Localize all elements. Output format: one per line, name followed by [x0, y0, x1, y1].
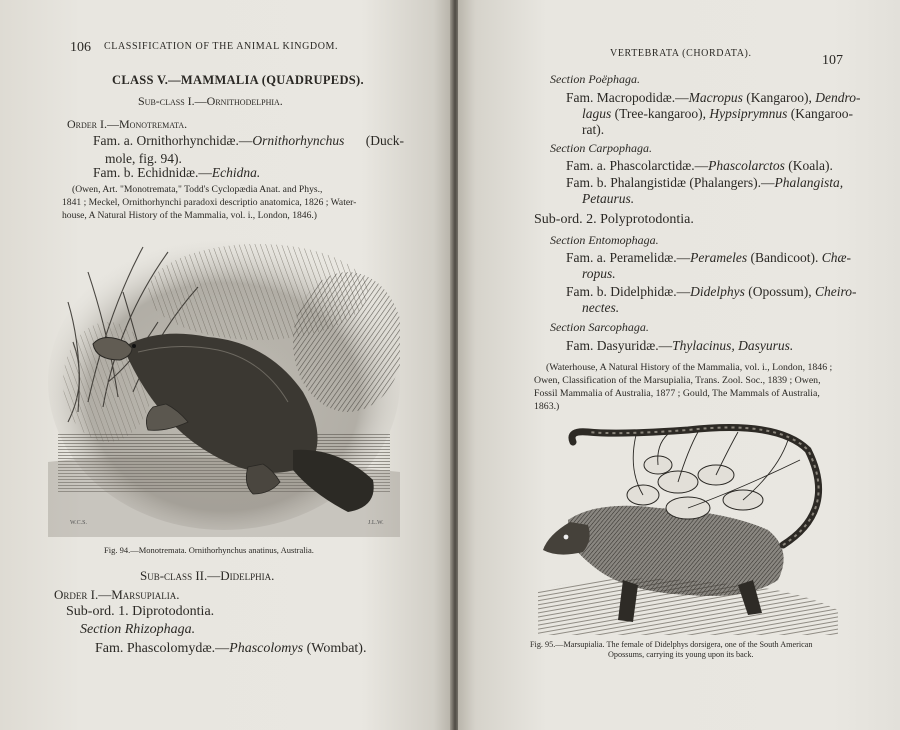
family-entry-cont: rat).: [582, 122, 605, 137]
common-name: (Koala).: [788, 158, 833, 173]
section-heading: Section Poëphaga.: [550, 72, 640, 86]
family-name: Fam. Phascolomydæ.—: [95, 641, 230, 656]
svg-text:W.C.S.: W.C.S.: [70, 520, 87, 526]
genus-name: Didelphys: [690, 284, 745, 299]
genus-name: Ornithorhynchus: [252, 133, 345, 148]
reference-line: (Waterhouse, A Natural History of the Mammalia, vol. i., London, 1846 ;: [546, 362, 833, 373]
family-name: Fam. a. Phascolarctidæ.—: [566, 158, 709, 173]
family-entry: [566, 158, 833, 174]
genus-name: Phascolarctos: [708, 158, 785, 173]
family-name: Fam. Macropodidæ.—: [566, 90, 689, 105]
family-name: Fam. b. Phalangistidæ (Phalangers).—: [566, 175, 775, 190]
section-heading: Section Sarcophaga.: [550, 320, 649, 334]
common-name: (Kangaroo),: [746, 90, 812, 105]
genus-name: Macropus: [688, 90, 743, 105]
subclass-heading: Sub-class I.—Ornithodelphia.: [138, 94, 283, 108]
page-number: 107: [822, 53, 843, 68]
figure-caption: Fig. 95.—Marsupialia. The female of Didelphys dorsigera, one of the South American: [530, 640, 813, 649]
reference-line: 1841 ; Meckel, Ornithorhynchi paradoxi descriptio anatomica, 1826 ; Water-: [62, 197, 357, 208]
subclass-heading: Sub-class II.—Didelphia.: [140, 568, 275, 583]
common-name: (Tree-kangaroo),: [614, 106, 706, 121]
genus-name: Petaurus.: [582, 191, 635, 206]
genus-name: nectes.: [582, 300, 620, 315]
family-entry: [95, 641, 366, 657]
family-entry: [566, 90, 860, 106]
suborder-heading: Sub-ord. 2. Polyprotodontia.: [534, 212, 694, 227]
running-head: CLASSIFICATION OF THE ANIMAL KINGDOM.: [104, 41, 339, 52]
right-page: [458, 0, 900, 730]
platypus-engraving: [48, 232, 400, 537]
genus-name: ropus.: [582, 266, 616, 281]
common-name: (Kangaroo-: [790, 106, 853, 121]
genus-name: Cheiro-: [815, 284, 857, 299]
family-name: Fam. a. Peramelidæ.—: [566, 250, 691, 265]
class-heading: CLASS V.—MAMMALIA (QUADRUPEDS).: [112, 73, 364, 87]
figure-caption-cont: Opossums, carrying its young upon its back.: [608, 650, 754, 659]
genus-name: Perameles: [690, 250, 748, 265]
reference-line: Owen, Classification of the Marsupialia, Trans. Zool. Soc., 1839 ; Owen,: [534, 375, 821, 386]
order-heading: Order I.—Monotremata.: [67, 117, 188, 131]
suborder-heading: Sub-ord. 1. Diprotodontia.: [66, 604, 215, 619]
family-entry: [566, 175, 843, 191]
common-name: (Bandicoot).: [750, 250, 819, 265]
family-entry: [93, 133, 404, 149]
svg-text:J.L.W.: J.L.W.: [368, 520, 384, 526]
family-entry: [566, 338, 793, 354]
genus-name: Chæ-: [821, 250, 851, 265]
common-name: (Opossum),: [748, 284, 812, 299]
section-heading: Section Carpophaga.: [550, 141, 652, 155]
common-name: (Duck-: [365, 133, 404, 148]
order-heading: Order I.—Marsupialia.: [54, 587, 180, 602]
family-entry: [93, 165, 260, 181]
page-number: 106: [70, 40, 91, 55]
genus-name: Thylacinus, Dasyurus.: [672, 338, 794, 353]
genus-name: Echidna.: [211, 165, 261, 180]
section-heading: Section Rhizophaga.: [80, 622, 196, 637]
opossum-engraving: [538, 420, 838, 635]
reference-line: 1863.): [534, 401, 560, 412]
genus-name: Dendro-: [815, 90, 861, 105]
common-name: (Wombat).: [306, 641, 367, 656]
reference-line: (Owen, Art. "Monotremata," Todd's Cyclopædia Anat. and Phys.,: [72, 184, 323, 195]
reference-line: Fossil Mammalia of Australia, 1877 ; Gould, The Mammals of Australia,: [534, 388, 820, 399]
genus-name: Hypsiprymnus: [709, 106, 788, 121]
family-name: Fam. b. Echidnidæ.—: [93, 165, 212, 180]
reference-line: house, A Natural History of the Mammalia, vol. i., London, 1846.): [62, 210, 317, 221]
genus-name: Phalangista,: [774, 175, 844, 190]
family-entry: [566, 284, 857, 300]
running-head: VERTEBRATA (CHORDATA).: [610, 48, 752, 59]
family-name: Fam. a. Ornithorhynchidæ.—: [93, 133, 253, 148]
family-name: Fam. Dasyuridæ.—: [566, 338, 673, 353]
family-entry-cont: [582, 106, 853, 122]
section-heading: Section Entomophaga.: [550, 233, 659, 247]
family-entry-cont: mole, fig. 94).: [105, 151, 182, 166]
family-name: Fam. b. Didelphidæ.—: [566, 284, 691, 299]
genus-name: Phascolomys: [229, 641, 304, 656]
figure-caption: Fig. 94.—Monotremata. Ornithorhynchus anatinus, Australia.: [104, 545, 314, 555]
family-entry: [566, 250, 851, 266]
genus-name: lagus: [582, 106, 612, 121]
